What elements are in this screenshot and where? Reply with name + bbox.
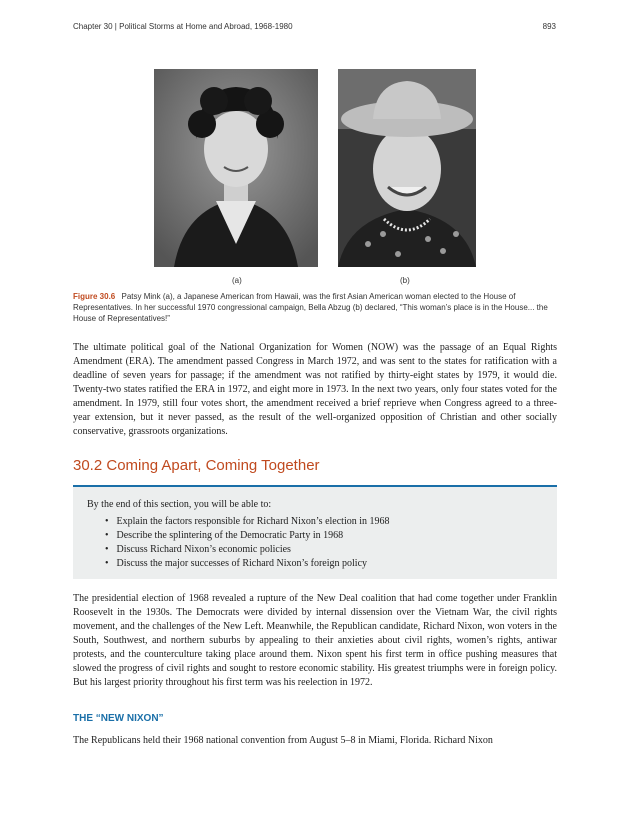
page-number: 893 bbox=[542, 22, 556, 31]
paragraph-election-1968: The presidential election of 1968 revealed a rupture of the New Deal coalition that had come together under Franklin Roosevelt in the 1930s. The Democrats were divided by internal dissension over the Vietnam War, the civil rights movement, and the challenges of the New Left. Meanwhile, the Republican candidate, Richard Nixon, won voters in the South, Southwest, and northern suburbs by appealing to their anxieties about civil rights, women’s rights, antiwar protests, and the counterculture taking place around them. Nixon spent his first term in office pushing measures that slowed the progress of civil rights and sought to restore economic stability. His greatest triumphs were in foreign policy. But his largest priority throughout his first term was his reelection in 1972. bbox=[73, 593, 557, 688]
photo-label-a: (a) bbox=[232, 276, 242, 285]
photo-bella-abzug bbox=[338, 69, 476, 267]
learning-objectives-box bbox=[73, 485, 557, 579]
figure-caption-text: Patsy Mink (a), a Japanese American from Hawaii, was the first Asian American woman elected to the House of Representatives. In her successful 1970 congressional campaign, Bella Abzug (b) declared, “This woman’s place is in the House... the House of Representatives!” bbox=[73, 292, 548, 323]
objective-item: • Describe the splintering of the Democratic Party in 1968 bbox=[105, 529, 390, 543]
figure-number: Figure 30.6 bbox=[73, 292, 116, 301]
photo-patsy-mink bbox=[154, 69, 318, 267]
paragraph-era: The ultimate political goal of the National Organization for Women (NOW) was the passage of an Equal Rights Amendment (ERA). The amendment passed Congress in March 1972, and was sent to the states for ratification with a deadline of seven years for passage; if the amendment was not ratified by thirty-eight states by 1979, it would die. Twenty-two states ratified the ERA in 1972, and eight more in 1973. In the next two years, only four states voted for the amendment. In 1979, still four votes short, the amendment received a brief reprieve when Congress agreed to a three-year extension, but it never passed, as the result of the well-organized opposition of Christian and other socially conservative, grassroots organizations. bbox=[73, 342, 557, 437]
subheading-new-nixon: THE “NEW NIXON” bbox=[73, 713, 164, 724]
objectives-intro: By the end of this section, you will be able to: bbox=[87, 499, 272, 510]
objective-item: • Discuss Richard Nixon’s economic policies bbox=[105, 543, 390, 557]
running-header: Chapter 30 | Political Storms at Home and Abroad, 1968-1980 bbox=[73, 22, 293, 31]
paragraph-convention: The Republicans held their 1968 national convention from August 5–8 in Miami, Florida. Richard Nixon bbox=[73, 735, 493, 746]
photo-label-b: (b) bbox=[400, 276, 410, 285]
section-title: 30.2 Coming Apart, Coming Together bbox=[73, 457, 320, 474]
objective-item: • Explain the factors responsible for Richard Nixon’s election in 1968 bbox=[105, 515, 390, 529]
objective-item: • Discuss the major successes of Richard Nixon’s foreign policy bbox=[105, 557, 390, 571]
figure-caption bbox=[73, 291, 557, 324]
objectives-list bbox=[105, 515, 390, 571]
